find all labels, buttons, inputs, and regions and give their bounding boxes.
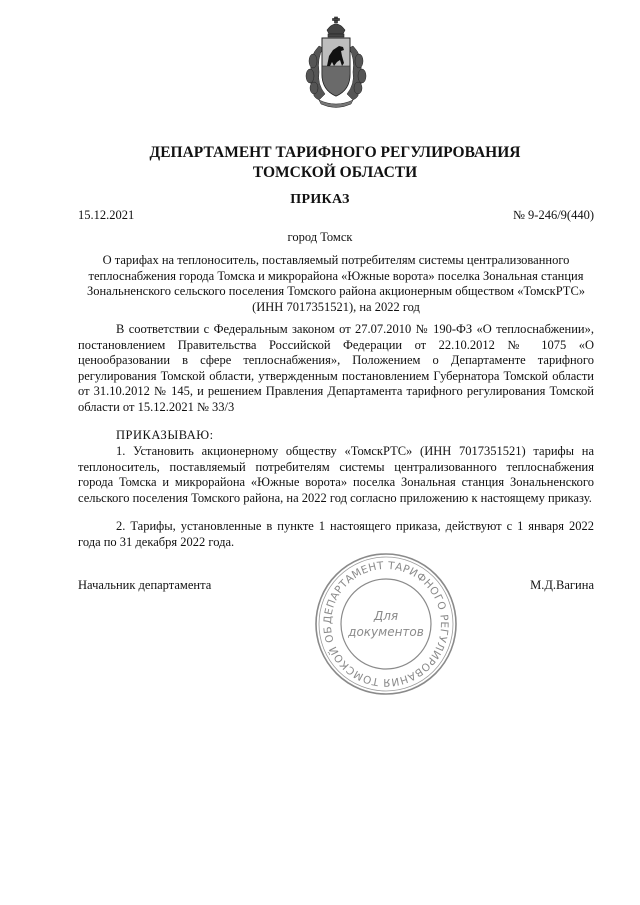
order-subject: О тарифах на теплоноситель, поставляемый потребителям системы централизованного теплоснабжения города Томска и микрорайона «Южные ворота» поселка Зональная станция Зональненского сельского поселения Томского района акционерным обществом «ТомскРТС» (ИНН 7017351521), на 2022 год: [86, 253, 586, 314]
tomsk-coat-of-arms-icon: [289, 16, 384, 111]
stamp-ring-text: ДЕПАРТАМЕНТ ТАРИФНОГО РЕГУЛИРОВАНИЯ ТОМСКОЙ ОБ: [321, 559, 451, 689]
stamp-seal-icon: [312, 550, 460, 698]
coat-of-arms-emblem: [289, 16, 384, 111]
signatory-position: Начальник департамента: [78, 578, 212, 592]
order-item-1: 1. Установить акционерному обществу «ТомскРТС» (ИНН 7017351521) тарифы на теплоноситель, поставляемый потребителям системы централизованного теплоснабжения города Томска и микрорайона «Южные ворота» поселка Зональная станция Зональненского сельского поселения Томского района, на 2022 год согласно приложению к настоящему приказу.: [78, 444, 594, 505]
department-title-line1: ДЕПАРТАМЕНТ ТАРИФНОГО РЕГУЛИРОВАНИЯ: [149, 144, 521, 161]
stamp-center-line1: Для: [373, 609, 399, 623]
order-title: ПРИКАЗ: [290, 192, 350, 207]
order-city: город Томск: [287, 230, 353, 244]
order-date: 15.12.2021: [78, 208, 135, 222]
department-title-line2: ТОМСКОЙ ОБЛАСТИ: [252, 164, 418, 181]
stamp-center-line2: документов: [348, 625, 424, 639]
preamble-paragraph: В соответствии с Федеральным законом от 27.07.2010 № 190-ФЗ «О теплоснабжении», постановлением Правительства Российской Федерации от 22.10.2012 № 1075 «О ценообразовании в сфере теплоснабжения», Положением о Департаменте тарифного регулирования Томской области, утвержденным постановлением Губернатора Томской области от 31.10.2012 № 145, и решением Правления Департамента тарифного регулирования Томской области от 15.12.2021 № 33/3: [78, 322, 594, 414]
order-number: № 9-246/9(440): [512, 208, 594, 222]
signatory-name: М.Д.Вагина: [530, 578, 594, 592]
department-title: [80, 143, 590, 183]
prikazyvayu-heading: ПРИКАЗЫВАЮ:: [116, 428, 214, 442]
order-item-2: 2. Тарифы, установленные в пункте 1 настоящего приказа, действуют с 1 января 2022 года по 31 декабря 2022 года.: [78, 519, 594, 549]
official-stamp: [312, 550, 460, 698]
